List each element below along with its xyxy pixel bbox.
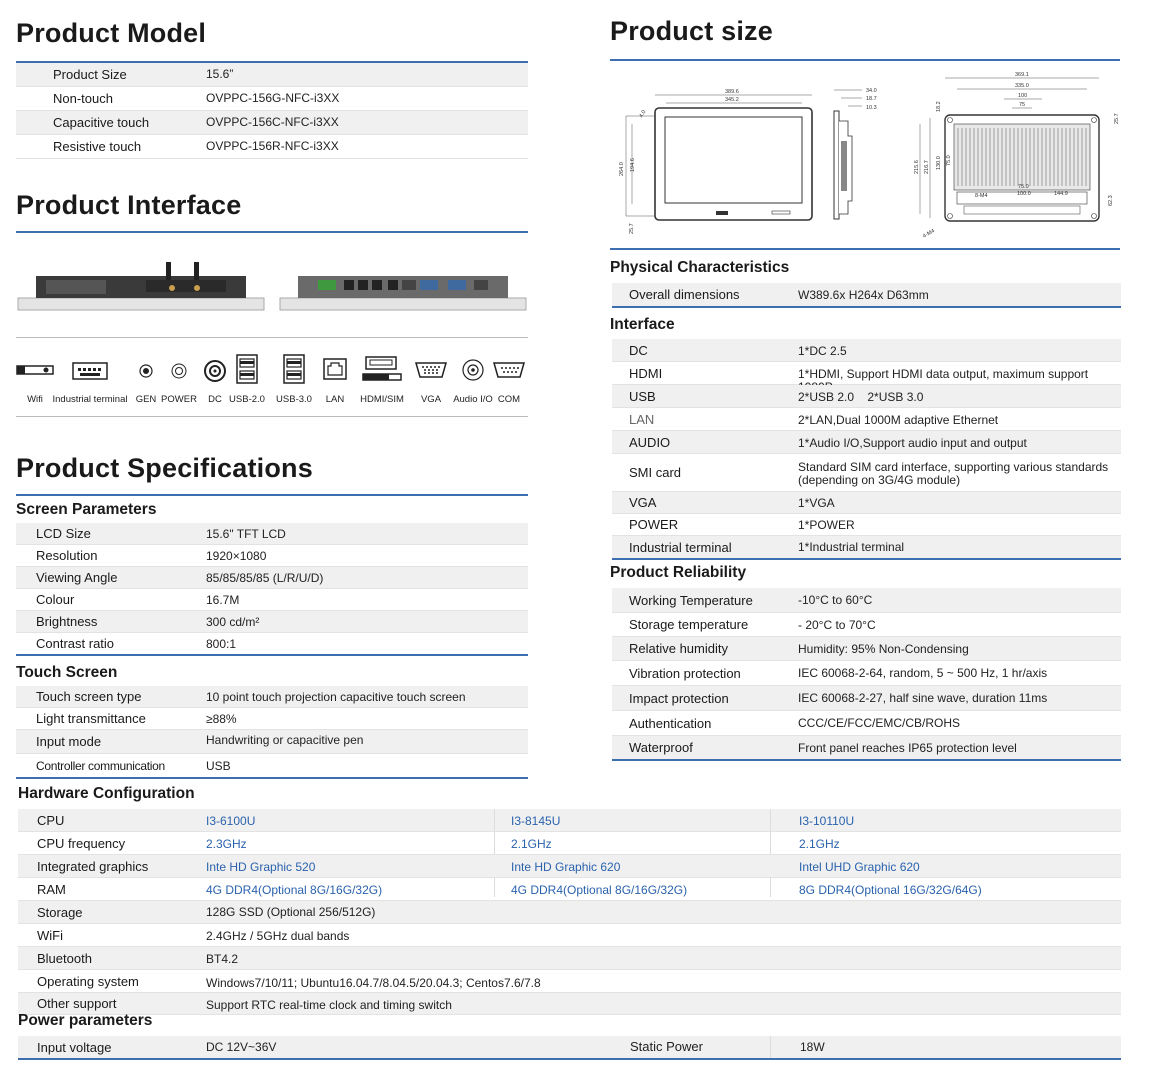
- table-row: [612, 686, 1121, 711]
- svg-text:335.0: 335.0: [1015, 83, 1029, 89]
- row-label: Touch screen type: [36, 689, 142, 704]
- svg-text:75: 75: [1019, 102, 1026, 108]
- row-value: W389.6x H264x D63mm: [798, 288, 929, 302]
- power-heading: Power parameters: [18, 1012, 153, 1029]
- row-label: WiFi: [37, 927, 63, 943]
- table-row: [16, 611, 528, 633]
- row-label: Operating system: [37, 973, 139, 989]
- svg-text:8-M4: 8-M4: [975, 193, 988, 199]
- freq-option-1: 2.3GHz: [206, 837, 247, 851]
- row-value: BT4.2: [206, 952, 239, 966]
- table-row: [18, 832, 1121, 855]
- row-label: Vibration protection: [629, 665, 741, 681]
- wifi-icon: [16, 362, 54, 378]
- row-label: Brightness: [36, 614, 98, 629]
- table-row: [612, 661, 1121, 686]
- row-value: 1*Industrial terminal: [798, 540, 905, 554]
- svg-text:25.7: 25.7: [1114, 113, 1120, 124]
- table-row: [16, 730, 528, 754]
- row-value: OVPPC-156G-NFC-i3XX: [206, 91, 340, 105]
- row-label: Capacitive touch: [53, 115, 150, 130]
- usb3-item: [276, 354, 312, 405]
- dc-label: DC: [208, 394, 222, 405]
- side-view: [834, 88, 877, 219]
- svg-text:389.6: 389.6: [725, 89, 739, 95]
- ram-option-3: 8G DDR4(Optional 16G/32G/64G): [799, 883, 982, 897]
- table-row: [612, 736, 1121, 761]
- table-row: [18, 901, 1121, 924]
- lan-item: [323, 358, 347, 405]
- row-value: USB: [206, 759, 231, 773]
- hdmi-sim-icon: [362, 356, 402, 382]
- physical-table: [612, 283, 1121, 308]
- interface-icon-row: [16, 352, 528, 418]
- row-label: SMI card: [629, 465, 682, 480]
- table-row: [612, 431, 1121, 454]
- cpu-option-3: I3-10110U: [799, 814, 855, 828]
- interface-bottom-divider: [16, 416, 528, 417]
- row-value: 1*Audio I/O,Support audio input and output: [798, 436, 1027, 450]
- svg-text:345.2: 345.2: [725, 97, 739, 103]
- table-row: [18, 947, 1121, 970]
- svg-text:75.0: 75.0: [1018, 184, 1029, 190]
- row-value: 1*VGA: [798, 496, 835, 510]
- back-view: [914, 72, 1120, 240]
- power-item: [161, 362, 197, 405]
- row-label: AUDIO: [629, 434, 671, 450]
- row-label: RAM: [37, 881, 66, 897]
- table-row: [18, 1036, 1121, 1060]
- dimension-drawing: [612, 66, 1122, 244]
- usb2-icon: [236, 354, 258, 384]
- dc-icon: [204, 360, 226, 382]
- hdmi-sim-item: [360, 356, 404, 405]
- wifi-item: [16, 362, 54, 405]
- row-label: DC: [629, 342, 648, 358]
- row-label: USB: [629, 388, 656, 404]
- svg-text:215.6: 215.6: [914, 160, 920, 174]
- row-value-line2: (depending on 3G/4G module): [798, 473, 961, 487]
- table-row: [16, 708, 528, 730]
- row-label: Non-touch: [53, 91, 113, 106]
- table-row: [612, 283, 1121, 308]
- input-voltage-label: Input voltage: [37, 1039, 112, 1055]
- row-value: - 20°C to 70°C: [798, 618, 876, 632]
- lan-label: LAN: [325, 394, 345, 405]
- cpu-option-1: I3-6100U: [206, 814, 256, 828]
- table-row: [16, 589, 528, 611]
- row-label: Controller communication: [36, 758, 165, 773]
- svg-text:4.0: 4.0: [638, 109, 648, 119]
- row-label: CPU: [37, 812, 65, 828]
- gpu-option-1: Inte HD Graphic 520: [206, 860, 316, 874]
- svg-text:18.2: 18.2: [936, 101, 942, 112]
- row-label: POWER: [629, 517, 679, 532]
- row-value: 2*LAN,Dual 1000M adaptive Ethernet: [798, 413, 999, 427]
- svg-text:25.7: 25.7: [629, 223, 635, 234]
- table-row: [16, 111, 528, 135]
- usb3-label: USB-3.0: [276, 394, 312, 405]
- table-row: [16, 686, 528, 708]
- row-value: 15.6”: [206, 67, 234, 81]
- gpu-option-2: Inte HD Graphic 620: [511, 860, 621, 874]
- power-icon: [170, 362, 188, 380]
- row-label: Light transmittance: [36, 711, 146, 726]
- row-value: 2*USB 2.0 2*USB 3.0: [798, 390, 924, 404]
- hardware-heading: Hardware Configuration: [18, 785, 195, 802]
- table-row: [18, 993, 1121, 1015]
- table-row: [16, 87, 528, 111]
- static-power-label: Static Power: [630, 1039, 703, 1054]
- row-label: Bluetooth: [37, 950, 92, 966]
- panel-side-view-image: [16, 258, 266, 314]
- product-model-table: [16, 63, 528, 159]
- row-value: -10°C to 60°C: [798, 593, 873, 607]
- static-power-value: 18W: [800, 1040, 825, 1054]
- row-label: Contrast ratio: [36, 636, 115, 651]
- row-value: OVPPC-156R-NFC-i3XX: [206, 139, 339, 153]
- table-row: [18, 878, 1121, 901]
- cpu-option-2: I3-8145U: [511, 814, 561, 828]
- row-label: HDMI: [629, 365, 663, 381]
- com-label: COM: [497, 394, 521, 405]
- row-value: IEC 60068-2-27, half sine wave, duration 11ms: [798, 691, 1048, 705]
- row-label: LAN: [629, 411, 655, 427]
- com-item: [492, 360, 526, 405]
- gpu-option-3: Intel UHD Graphic 620: [799, 860, 920, 874]
- row-value: Standard SIM card interface, supporting various standards: [798, 460, 1109, 474]
- ram-option-2: 4G DDR4(Optional 8G/16G/32G): [511, 883, 688, 897]
- svg-text:75.0: 75.0: [946, 155, 952, 166]
- table-row: [612, 536, 1121, 560]
- usb2-label: USB-2.0: [229, 394, 265, 405]
- com-icon: [492, 360, 526, 380]
- row-label: Impact protection: [629, 690, 729, 706]
- row-label: Integrated graphics: [37, 858, 149, 874]
- gen-icon: [138, 362, 154, 380]
- product-interface-title: Product Interface: [16, 190, 242, 220]
- row-value: 16.7M: [206, 593, 240, 607]
- row-value: Support RTC real-time clock and timing switch: [206, 998, 452, 1012]
- table-row: [612, 711, 1121, 736]
- row-value: 1*HDMI, Support HDMI data output, maximum support: [798, 367, 1089, 381]
- svg-text:216.7: 216.7: [924, 160, 930, 174]
- table-row: [16, 135, 528, 159]
- product-interface-rule: [16, 231, 528, 233]
- table-row: [16, 567, 528, 589]
- row-label: Working Temperature: [629, 592, 753, 608]
- interface-table: [612, 339, 1121, 560]
- row-label: Storage: [37, 904, 83, 920]
- svg-text:10.3: 10.3: [866, 105, 877, 111]
- table-row: [16, 523, 528, 545]
- row-value: 300 cd/m²: [206, 615, 260, 629]
- svg-text:264.0: 264.0: [619, 162, 625, 176]
- row-value: CCC/CE/FCC/EMC/CB/ROHS: [798, 716, 961, 730]
- row-label: Relative humidity: [629, 641, 728, 656]
- table-row: [16, 754, 528, 779]
- row-label: CPU frequency: [37, 835, 126, 851]
- panel-io-view-image: [278, 268, 528, 314]
- industrial-terminal-icon: [72, 362, 108, 380]
- reliability-heading: Product Reliability: [610, 564, 747, 581]
- row-value: 128G SSD (Optional 256/512G): [206, 905, 376, 919]
- table-row: [612, 339, 1121, 362]
- product-specifications-title: Product Specifications: [16, 453, 313, 483]
- input-voltage-value: DC 12V~36V: [206, 1040, 277, 1054]
- product-model-title: Product Model: [16, 18, 207, 48]
- touch-screen-heading: Touch Screen: [16, 664, 118, 681]
- industrial-terminal-item: [52, 362, 128, 405]
- row-label: Viewing Angle: [36, 570, 118, 585]
- row-label: Storage temperature: [629, 617, 749, 632]
- row-label: Waterproof: [629, 740, 693, 755]
- product-size-bottom-rule: [610, 248, 1120, 250]
- row-value: 2.4GHz / 5GHz dual bands: [206, 929, 350, 943]
- table-row: [612, 454, 1121, 492]
- ram-option-1: 4G DDR4(Optional 8G/16G/32G): [206, 883, 383, 897]
- table-row: [612, 492, 1121, 514]
- svg-text:144.9: 144.9: [1054, 191, 1068, 197]
- row-value: 85/85/85/85 (L/R/U/D): [206, 571, 324, 585]
- table-row: [612, 385, 1121, 408]
- row-label: LCD Size: [36, 526, 91, 541]
- col-divider: [770, 1036, 771, 1058]
- table-row: [612, 613, 1121, 637]
- row-value: Humidity: 95% Non-Condensing: [798, 642, 969, 656]
- row-value: 800:1: [206, 637, 237, 651]
- gen-item: [135, 362, 157, 405]
- row-label: Authentication: [629, 715, 712, 731]
- product-specifications-rule: [16, 494, 528, 496]
- interface-heading: Interface: [610, 316, 675, 333]
- audio-io-label: Audio I/O: [453, 394, 493, 405]
- table-row: [612, 637, 1121, 661]
- row-value: 1*DC 2.5: [798, 344, 847, 358]
- row-value: 10 point touch projection capacitive touch screen: [206, 690, 466, 704]
- industrial-terminal-label: Industrial terminal: [52, 394, 128, 405]
- row-value: Windows7/10/11; Ubuntu16.04.7/8.04.5/20.04.3; Centos7.6/7.8: [206, 976, 541, 990]
- table-row: [612, 588, 1121, 613]
- table-row: [16, 63, 528, 87]
- row-label: Other support: [37, 996, 117, 1011]
- touch-screen-table: [16, 686, 528, 779]
- usb3-icon: [283, 354, 305, 384]
- row-label: Product Size: [53, 67, 127, 82]
- table-row: [18, 809, 1121, 832]
- svg-text:62.3: 62.3: [1108, 195, 1114, 206]
- svg-text:100: 100: [1018, 93, 1028, 99]
- usb2-item: [229, 354, 265, 405]
- row-label: Overall dimensions: [629, 287, 740, 302]
- vga-item: [414, 360, 448, 405]
- gen-label: GEN: [135, 394, 157, 405]
- power-label: POWER: [161, 394, 197, 405]
- svg-text:4-M4: 4-M4: [922, 228, 936, 240]
- dc-item: [204, 360, 226, 405]
- lan-icon: [323, 358, 347, 380]
- screen-parameters-heading: Screen Parameters: [16, 501, 157, 518]
- svg-text:130.0: 130.0: [936, 156, 942, 170]
- table-row: [18, 924, 1121, 947]
- svg-text:194.6: 194.6: [630, 158, 636, 172]
- vga-label: VGA: [420, 394, 442, 405]
- power-table: [18, 1036, 1121, 1060]
- row-value: 15.6" TFT LCD: [206, 527, 286, 541]
- row-value: 1*POWER: [798, 518, 855, 532]
- row-value: Handwriting or capacitive pen: [206, 733, 364, 747]
- hardware-table: [18, 809, 1121, 1015]
- row-value: Front panel reaches IP65 protection level: [798, 741, 1017, 755]
- row-label: VGA: [629, 495, 657, 510]
- row-label: Industrial terminal: [629, 539, 732, 555]
- table-row: [612, 514, 1121, 536]
- freq-option-2: 2.1GHz: [511, 837, 552, 851]
- row-value: ≥88%: [206, 712, 237, 726]
- vga-icon: [414, 360, 448, 380]
- table-row: [612, 408, 1121, 431]
- table-row: [612, 362, 1121, 385]
- table-row: [18, 970, 1121, 993]
- table-row: [16, 633, 528, 656]
- row-label: Resolution: [36, 548, 98, 563]
- wifi-label: Wifi: [27, 394, 43, 405]
- svg-text:18.7: 18.7: [866, 96, 877, 102]
- row-value: OVPPC-156C-NFC-i3XX: [206, 115, 339, 129]
- row-label: Resistive touch: [53, 139, 142, 154]
- row-value: IEC 60068-2-64, random, 5 ~ 500 Hz, 1 hr/axis: [798, 666, 1048, 680]
- product-size-rule: [610, 59, 1120, 61]
- svg-text:100.0: 100.0: [1017, 191, 1031, 197]
- freq-option-3: 2.1GHz: [799, 837, 840, 851]
- table-row: [16, 545, 528, 567]
- hdmi-sim-label: HDMI/SIM: [360, 394, 404, 405]
- row-value: 1920×1080: [206, 549, 267, 563]
- row-label: Input mode: [36, 734, 102, 749]
- svg-text:34.0: 34.0: [866, 88, 877, 94]
- interface-divider: [16, 337, 528, 338]
- audio-io-item: [453, 359, 493, 405]
- reliability-table: [612, 588, 1121, 761]
- screen-parameters-table: [16, 523, 528, 656]
- svg-text:369.1: 369.1: [1015, 72, 1029, 78]
- audio-io-icon: [462, 359, 484, 381]
- table-row: [18, 855, 1121, 878]
- product-size-title: Product size: [610, 16, 773, 46]
- physical-heading: Physical Characteristics: [610, 259, 790, 276]
- row-label: Colour: [36, 592, 75, 607]
- front-view: [619, 89, 812, 234]
